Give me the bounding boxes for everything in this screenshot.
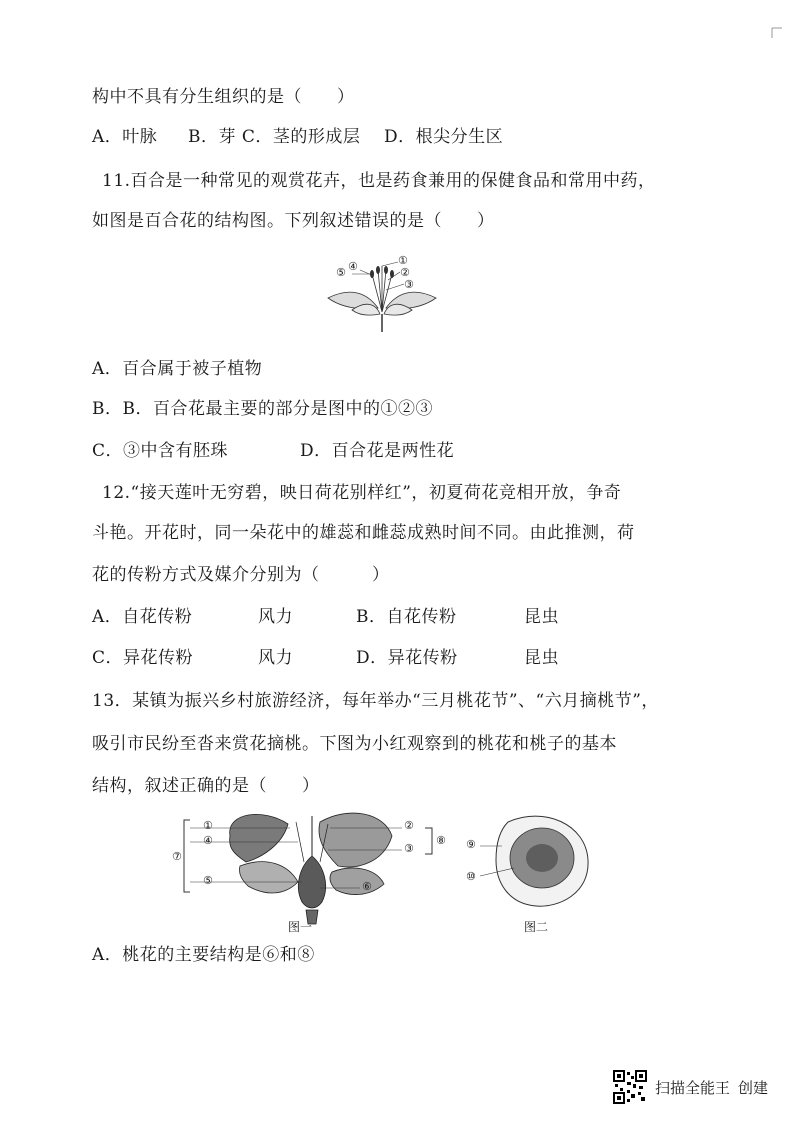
peach-flower-figure xyxy=(170,806,460,936)
scanner-brand: 扫描全能王 xyxy=(654,1078,730,1097)
peach-label-7: ⑦ xyxy=(172,850,182,863)
lily-label-5: ⑤ xyxy=(336,266,346,279)
lily-label-4: ④ xyxy=(348,260,358,273)
lily-flower-drawing xyxy=(322,252,442,332)
q11-stem-line1: 11.百合是一种常见的观赏花卉，也是药食兼用的保健食品和常用中药， xyxy=(102,171,656,191)
scanner-action: 创建 xyxy=(737,1078,768,1097)
q12-option-b-method: B．自花传粉 xyxy=(356,607,457,627)
q12-option-d-method: D．异花传粉 xyxy=(356,648,458,668)
fruit-label-9: ⑨ xyxy=(466,838,476,851)
scanner-watermark xyxy=(613,1070,768,1104)
peach-fruit-figure xyxy=(462,806,612,936)
q10-option-d: D．根尖分生区 xyxy=(384,127,504,147)
q11-option-c: C．③中含有胚珠 xyxy=(92,441,229,461)
peach-label-6: ⑥ xyxy=(362,880,372,893)
q13-stem-line1: 13．某镇为振兴乡村旅游经济，每年举办“三月桃花节”、“六月摘桃节”， xyxy=(92,691,659,711)
q13-stem-line2: 吸引市民纷至沓来赏花摘桃。下图为小红观察到的桃花和桃子的基本 xyxy=(92,734,617,754)
q10-option-a: A．叶脉 xyxy=(92,127,158,147)
q12-stem-line3: 花的传粉方式及媒介分别为（ ） xyxy=(92,565,390,585)
corner-mark-icon xyxy=(770,26,784,40)
q13-stem-line3: 结构，叙述正确的是（ ） xyxy=(92,776,320,796)
q10-option-bc: B．芽 C．茎的形成层 xyxy=(188,127,361,147)
peach-label-4: ④ xyxy=(203,834,213,847)
q10-stem-tail: 构中不具有分生组织的是（ ） xyxy=(92,87,355,107)
lily-flower-figure xyxy=(322,252,442,332)
peach-label-2: ② xyxy=(404,819,414,832)
peach-label-1: ① xyxy=(203,819,213,832)
lily-label-3: ③ xyxy=(404,278,414,291)
q12-stem-line1: 12.“接天莲叶无穷碧，映日荷花别样红”，初夏荷花竞相开放，争奇 xyxy=(102,483,622,503)
lily-label-1: ① xyxy=(398,254,408,267)
peach-fruit-drawing xyxy=(462,806,612,936)
q11-option-b: B．B．百合花最主要的部分是图中的①②③ xyxy=(92,399,433,419)
q11-stem-line2: 如图是百合花的结构图。下列叙述错误的是（ ） xyxy=(92,211,495,231)
q12-stem-line2: 斗艳。开花时，同一朵花中的雄蕊和雌蕊成熟时间不同。由此推测，荷 xyxy=(92,523,635,543)
q12-option-d-medium: 昆虫 xyxy=(524,648,559,668)
fruit-label-10: ⑩ xyxy=(466,870,476,883)
q11-option-d: D．百合花是两性花 xyxy=(300,441,455,461)
q11-option-a: A．百合属于被子植物 xyxy=(92,359,263,379)
peach-flower-drawing xyxy=(170,806,460,936)
lily-label-2: ② xyxy=(400,266,410,279)
q12-option-a-medium: 风力 xyxy=(258,607,293,627)
peach-label-3: ③ xyxy=(404,842,414,855)
figure2-caption: 图二 xyxy=(524,920,549,934)
q12-option-b-medium: 昆虫 xyxy=(524,607,559,627)
peach-label-5: ⑤ xyxy=(203,874,213,887)
qr-code-icon xyxy=(613,1070,647,1104)
figure1-caption: 图一 xyxy=(288,920,313,934)
q13-option-a: A．桃花的主要结构是⑥和⑧ xyxy=(92,945,315,965)
peach-label-8: ⑧ xyxy=(436,834,446,847)
q12-option-c-method: C．异花传粉 xyxy=(92,648,194,668)
q12-option-c-medium: 风力 xyxy=(258,648,293,668)
q12-option-a-method: A．自花传粉 xyxy=(92,607,193,627)
